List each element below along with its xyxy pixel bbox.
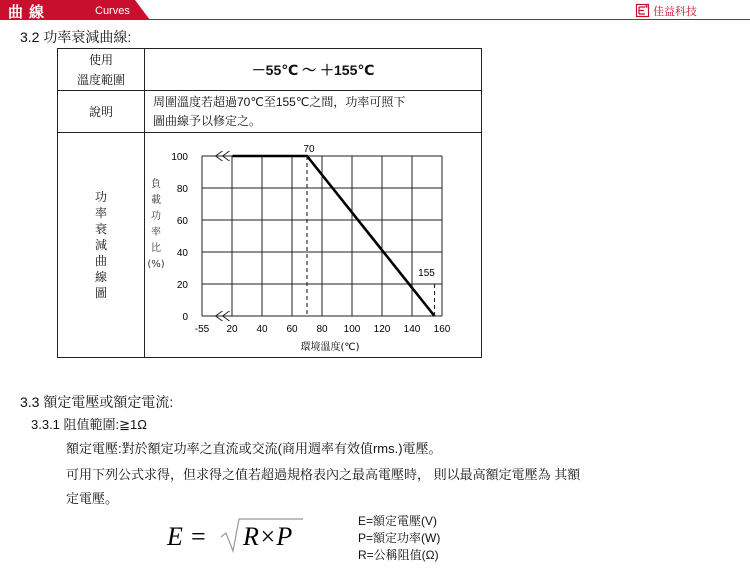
- section-title-zh: 曲線: [8, 4, 51, 21]
- x-tick-label: 40: [256, 324, 268, 335]
- x-tick-label: 80: [316, 324, 328, 335]
- x-axis-label: 環境溫度(℃): [300, 342, 360, 353]
- y-axis-label-char: 負: [151, 179, 161, 190]
- y-tick-label: 0: [182, 312, 188, 323]
- x-tick-label: 120: [373, 324, 391, 335]
- rated-voltage-definition: 額定電壓:對於額定功率之直流或交流(商用週率有效值rms.)電壓。: [66, 441, 442, 456]
- y-tick-label: 40: [176, 248, 188, 259]
- x-tick-label: 140: [403, 324, 421, 335]
- description-cell: [145, 91, 482, 133]
- formula-explanation-line2: 定電壓。: [66, 491, 119, 506]
- brand-logo-icon: [636, 4, 649, 17]
- formula-explanation-line1: 可用下列公式求得，但求得之值若超過規格表內之最高電壓時， 則以最高額定電壓為 其額: [66, 467, 581, 482]
- y-axis-label-char: (%): [147, 259, 165, 270]
- section-3-3-title: 3.3 額定電壓或額定電流:: [20, 394, 174, 410]
- y-tick-label: 80: [176, 184, 188, 195]
- def-p: P=額定功率(W): [358, 531, 441, 545]
- formula-definitions: [358, 513, 440, 564]
- end-annotation-label: 155: [418, 268, 435, 279]
- def-e: E=額定電壓(V): [358, 514, 438, 528]
- x-tick-label: 60: [286, 324, 298, 335]
- y-tick-label: 20: [176, 280, 188, 291]
- curve-label-cell: [58, 133, 145, 358]
- formula-lhs: E =: [167, 522, 207, 551]
- description-line2: 圖曲線予以修定之。: [153, 113, 262, 128]
- curve-label: 功率衰減曲線圖: [94, 190, 107, 300]
- section-title-en: Curves: [95, 5, 130, 17]
- temp-range-label-line1: 使用: [88, 52, 113, 67]
- y-axis-label-char: 載: [151, 195, 161, 206]
- y-axis-label-char: 功: [151, 211, 161, 222]
- header-rule: [0, 19, 750, 20]
- x-tick-label: 20: [226, 324, 238, 335]
- y-tick-label: 60: [176, 216, 188, 227]
- brand-name: 佳益科技: [653, 5, 697, 18]
- y-axis-label-char: 比: [151, 243, 161, 254]
- temp-range-value: －55℃ ～ ＋155℃: [145, 49, 482, 91]
- y-axis-label-char: 率: [151, 227, 161, 238]
- description-label: 說明: [58, 91, 145, 133]
- x-tick-label: -55: [194, 324, 210, 335]
- resistance-range: 3.3.1 阻值範圍:≧1Ω: [31, 417, 147, 432]
- knee-annotation-label: 70: [303, 144, 315, 155]
- y-tick-label: 100: [171, 152, 188, 163]
- def-r: R=公稱阻值(Ω): [358, 548, 439, 562]
- x-tick-label: 160: [433, 324, 451, 335]
- rated-voltage-formula: [167, 515, 317, 557]
- temp-range-label-line2: 溫度範圍: [76, 72, 125, 87]
- x-tick-label: 100: [343, 324, 361, 335]
- derating-chart: [147, 140, 470, 358]
- section-3-2-title: 3.2 功率衰減曲線:: [20, 29, 132, 45]
- brand: [636, 3, 697, 18]
- derating-curve: [233, 156, 435, 316]
- temp-range-label-cell: [58, 49, 145, 91]
- formula-rhs: R×P: [243, 522, 293, 551]
- description-line1: 周圍溫度若超過70℃至155℃之間，功率可照下: [153, 94, 406, 109]
